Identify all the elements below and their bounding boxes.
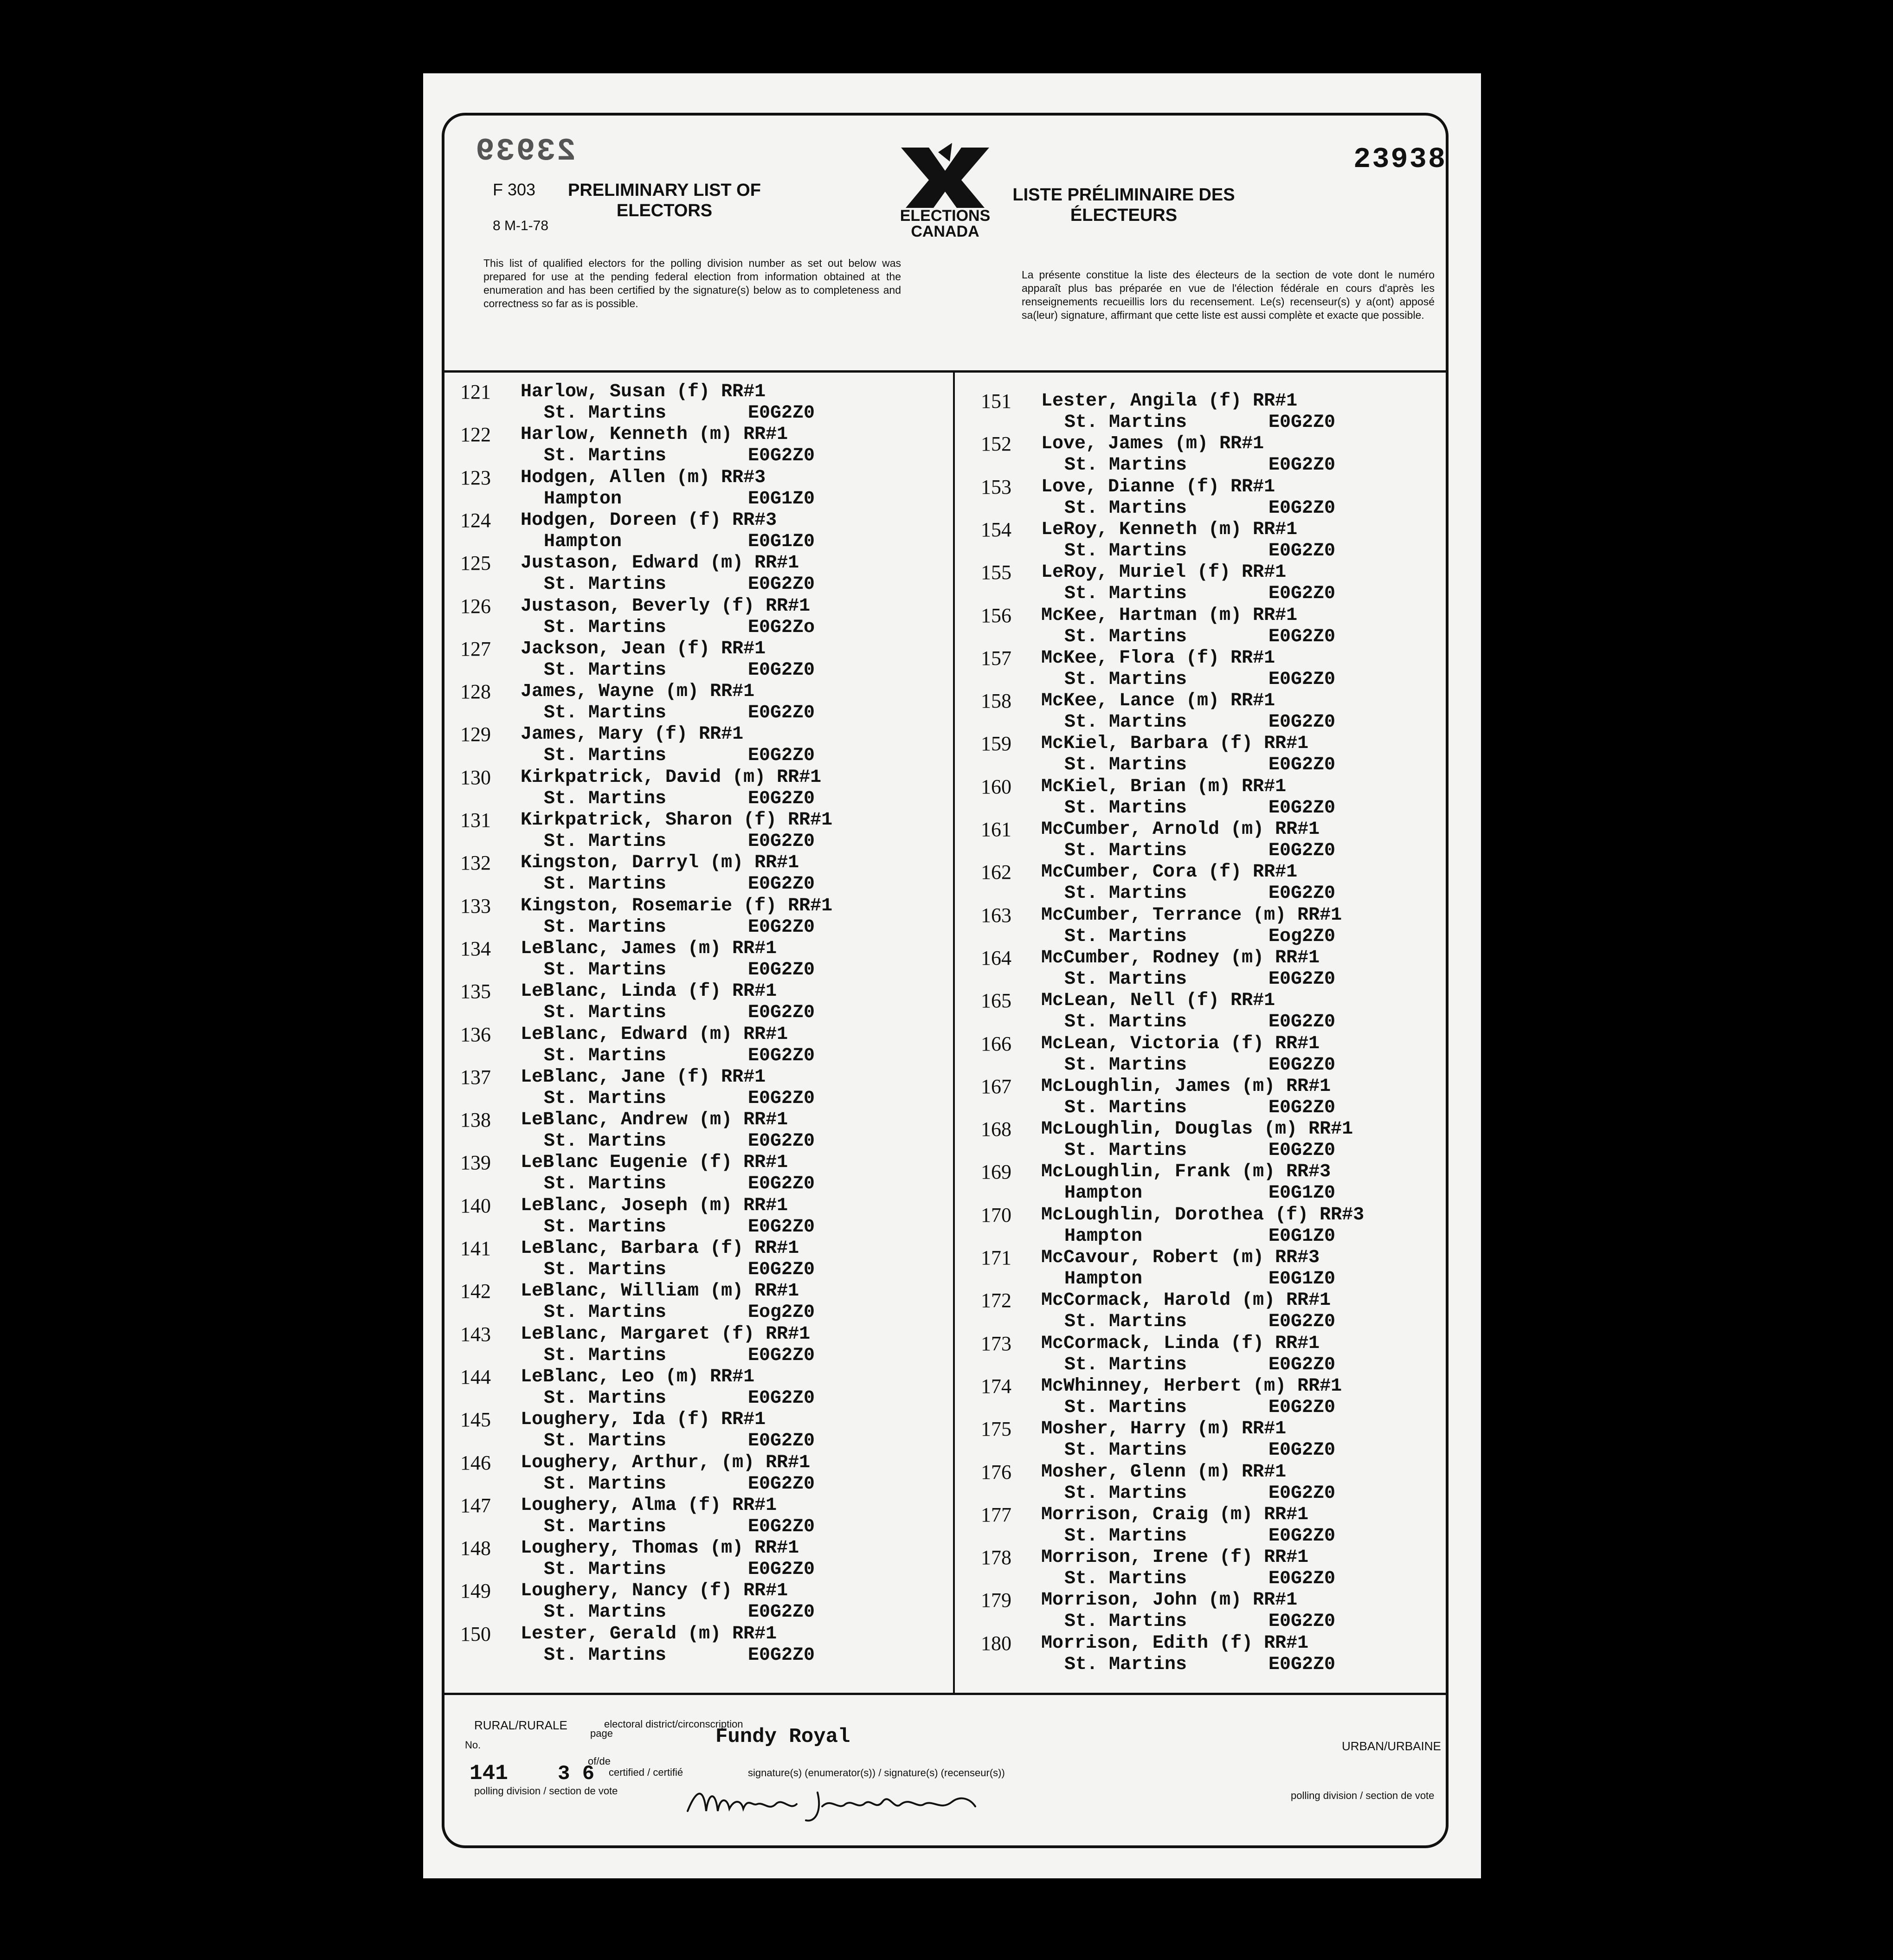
elector-number: 123 — [460, 466, 491, 489]
elector-locality: St. Martins — [544, 745, 667, 767]
elector-number: 134 — [460, 937, 491, 960]
elector-postal-code: E0G2Z0 — [1268, 412, 1336, 433]
elector-number: 153 — [981, 475, 1011, 498]
elector-number: 154 — [981, 518, 1011, 541]
elector-postal-code: E0G2Z0 — [1268, 1654, 1336, 1675]
elector-postal-code: E0G2Z0 — [748, 1259, 815, 1280]
elector-number: 173 — [981, 1332, 1011, 1355]
elector-postal-code: E0G2Z0 — [1268, 797, 1336, 819]
elector-postal-code: E0G2Z0 — [1268, 968, 1336, 990]
elector-name: LeBlanc, Barbara (f) RR#1 — [521, 1238, 799, 1259]
elector-postal-code: E0G2Zo — [748, 617, 815, 638]
elector-name: LeBlanc, James (m) RR#1 — [521, 938, 777, 959]
elector-locality: St. Martins — [544, 1387, 667, 1409]
elector-locality: St. Martins — [1064, 797, 1187, 819]
elector-name: Morrison, Craig (m) RR#1 — [1041, 1504, 1309, 1525]
elector-number: 170 — [981, 1203, 1011, 1226]
elector-locality: St. Martins — [1064, 626, 1187, 647]
elector-locality: St. Martins — [1064, 1354, 1187, 1375]
elector-number: 138 — [460, 1109, 491, 1132]
elector-locality: St. Martins — [544, 617, 667, 638]
elector-name: Loughery, Thomas (m) RR#1 — [521, 1538, 799, 1559]
elector-name: Love, James (m) RR#1 — [1041, 433, 1264, 455]
elector-postal-code: E0G2Z0 — [748, 874, 815, 895]
elector-name: McCumber, Cora (f) RR#1 — [1041, 862, 1298, 883]
elector-name: Justason, Edward (m) RR#1 — [521, 553, 799, 574]
elector-name: LeRoy, Muriel (f) RR#1 — [1041, 562, 1287, 583]
elector-postal-code: E0G2Z0 — [748, 959, 815, 980]
elector-number: 143 — [460, 1322, 491, 1346]
elector-name: Kingston, Rosemarie (f) RR#1 — [521, 895, 833, 916]
footer-of-label: of/de — [588, 1755, 611, 1767]
elector-number: 161 — [981, 818, 1011, 841]
elector-name: McCumber, Terrance (m) RR#1 — [1041, 904, 1342, 926]
elector-locality: St. Martins — [1064, 754, 1187, 776]
elector-locality: St. Martins — [544, 1302, 667, 1323]
form-number: F 303 — [493, 180, 536, 199]
elector-locality: St. Martins — [1064, 540, 1187, 561]
elector-name: McLean, Nell (f) RR#1 — [1041, 990, 1275, 1012]
elector-locality: St. Martins — [544, 1088, 667, 1109]
elector-name: Loughery, Alma (f) RR#1 — [521, 1495, 777, 1516]
elector-name: LeBlanc, Jane (f) RR#1 — [521, 1066, 766, 1088]
elector-postal-code: E0G2Z0 — [1268, 626, 1336, 647]
elector-name: LeBlanc, Margaret (f) RR#1 — [521, 1323, 811, 1345]
elector-number: 179 — [981, 1589, 1011, 1612]
elector-locality: St. Martins — [544, 1644, 667, 1666]
elector-locality: St. Martins — [1064, 926, 1187, 947]
elector-locality: Hampton — [1064, 1269, 1143, 1289]
elector-postal-code: E0G2Z0 — [1268, 754, 1336, 776]
signature-label: signature(s) (enumerator(s)) / signature(s) (recenseur(s)) — [748, 1767, 1005, 1779]
elector-name: Morrison, John (m) RR#1 — [1041, 1590, 1298, 1611]
elector-number: 169 — [981, 1161, 1011, 1184]
elector-number: 142 — [460, 1280, 491, 1303]
enumerator-signature — [683, 1779, 998, 1830]
elector-name: Lester, Angila (f) RR#1 — [1041, 391, 1298, 412]
elector-locality: St. Martins — [1064, 712, 1187, 733]
elector-locality: St. Martins — [544, 574, 667, 595]
elector-name: McCavour, Robert (m) RR#3 — [1041, 1247, 1320, 1268]
elector-postal-code: E0G2Z0 — [1268, 1012, 1336, 1033]
elector-number: 150 — [460, 1622, 491, 1645]
elector-locality: St. Martins — [1064, 1140, 1187, 1161]
elector-name: McLoughlin, Douglas (m) RR#1 — [1041, 1119, 1353, 1140]
elector-name: McLoughlin, James (m) RR#1 — [1041, 1076, 1331, 1097]
elector-number: 166 — [981, 1032, 1011, 1055]
elector-locality: St. Martins — [544, 659, 667, 681]
elector-postal-code: E0G1Z0 — [1268, 1225, 1336, 1247]
elector-postal-code: E0G1Z0 — [1268, 1269, 1336, 1289]
elector-locality: St. Martins — [1064, 497, 1187, 519]
footer-page-label: page — [590, 1728, 613, 1739]
elector-postal-code: E0G2Z0 — [1268, 669, 1336, 690]
elector-postal-code: E0G2Z0 — [748, 1431, 815, 1452]
elector-postal-code: E0G1Z0 — [748, 531, 815, 552]
elector-name: Mosher, Glenn (m) RR#1 — [1041, 1461, 1287, 1483]
elector-postal-code: E0G2Z0 — [748, 445, 815, 467]
elector-locality: St. Martins — [1064, 1054, 1187, 1076]
elector-locality: St. Martins — [1064, 840, 1187, 861]
elector-postal-code: E0G2Z0 — [1268, 1397, 1336, 1418]
elector-locality: St. Martins — [544, 1173, 667, 1195]
elector-postal-code: E0G2Z0 — [1268, 1140, 1336, 1161]
elector-name: Mosher, Harry (m) RR#1 — [1041, 1418, 1287, 1440]
elector-name: McCumber, Arnold (m) RR#1 — [1041, 819, 1320, 840]
intro-text-french: La présente constitue la liste des électeurs de la section de vote dont le numéro apparaît plus bas préparée en vue de l'élection fédérale en cours d'après les renseignements recueillis lors du recensement. Le(s) recenseur(s) y a(ont) apposé sa(leur) signature, affirmant que cette liste est aussi complète et exacte que possible. — [1022, 269, 1435, 321]
elector-locality: Hampton — [1064, 1225, 1143, 1247]
elector-locality: St. Martins — [1064, 1525, 1187, 1547]
bleed-through-serial: 23939 — [474, 134, 576, 169]
elector-number: 129 — [460, 723, 491, 746]
elector-locality: Hampton — [1064, 1183, 1143, 1204]
elector-postal-code: E0G2Z0 — [748, 659, 815, 681]
document-page — [423, 73, 1481, 1878]
elector-name: McKee, Flora (f) RR#1 — [1041, 647, 1275, 669]
elector-locality: St. Martins — [544, 1559, 667, 1580]
elector-locality: St. Martins — [1064, 883, 1187, 904]
elector-number: 165 — [981, 989, 1011, 1012]
elector-postal-code: E0G2Z0 — [1268, 1483, 1336, 1504]
elector-postal-code: E0G2Z0 — [1268, 1311, 1336, 1333]
elector-number: 149 — [460, 1580, 491, 1603]
electoral-district: Fundy Royal — [715, 1725, 850, 1748]
elector-postal-code: E0G2Z0 — [748, 831, 815, 852]
elector-postal-code: E0G2Z0 — [748, 703, 815, 724]
elector-locality: St. Martins — [544, 403, 667, 424]
elector-name: Harlow, Susan (f) RR#1 — [521, 381, 766, 402]
elector-locality: St. Martins — [544, 916, 667, 938]
elector-name: Lester, Gerald (m) RR#1 — [521, 1623, 777, 1644]
elector-number: 122 — [460, 423, 491, 446]
elector-number: 127 — [460, 637, 491, 660]
elector-locality: St. Martins — [1064, 1012, 1187, 1033]
elector-locality: St. Martins — [1064, 968, 1187, 990]
elector-name: McCumber, Rodney (m) RR#1 — [1041, 947, 1320, 968]
elector-name: Hodgen, Allen (m) RR#3 — [521, 467, 766, 488]
footer-district-label: electoral district/circonscription — [604, 1718, 743, 1730]
intro-text-english: This list of qualified electors for the polling division number as set out below was prepared for use at the pending federal election from information obtained at the enumeration and has been certified by the signature(s) below as to completeness and correctness so far as is possible. — [483, 257, 901, 309]
elector-number: 156 — [981, 604, 1011, 627]
elector-postal-code: E0G2Z0 — [1268, 1440, 1336, 1461]
elector-locality: St. Martins — [544, 1131, 667, 1152]
elector-name: James, Mary (f) RR#1 — [521, 724, 744, 745]
elector-name: Morrison, Irene (f) RR#1 — [1041, 1547, 1309, 1568]
elector-name: LeBlanc, Andrew (m) RR#1 — [521, 1109, 788, 1131]
elector-locality: St. Martins — [1064, 1097, 1187, 1118]
elector-locality: St. Martins — [1064, 1483, 1187, 1504]
page-number: 3 6 — [558, 1762, 595, 1786]
certified-label: certified / certifié — [609, 1767, 683, 1778]
elector-name: Harlow, Kenneth (m) RR#1 — [521, 424, 788, 445]
footer-no-label: No. — [465, 1739, 481, 1751]
elector-name: McLoughlin, Frank (m) RR#3 — [1041, 1161, 1331, 1183]
elector-name: LeBlanc Eugenie (f) RR#1 — [521, 1152, 788, 1173]
elector-postal-code: E0G2Z0 — [748, 1173, 815, 1195]
elector-name: Justason, Beverly (f) RR#1 — [521, 595, 811, 617]
elector-number: 157 — [981, 646, 1011, 670]
elector-postal-code: E0G2Z0 — [748, 1088, 815, 1109]
form-serial-number: 23938 — [1353, 143, 1447, 176]
elector-number: 133 — [460, 894, 491, 917]
elector-locality: St. Martins — [544, 445, 667, 467]
elector-postal-code: E0G2Z0 — [748, 1216, 815, 1238]
elector-number: 128 — [460, 680, 491, 703]
column-divider — [953, 370, 955, 1693]
elector-locality: St. Martins — [1064, 669, 1187, 690]
elector-locality: St. Martins — [1064, 1311, 1187, 1333]
elector-postal-code: E0G2Z0 — [748, 1345, 815, 1366]
elector-postal-code: E0G2Z0 — [1268, 455, 1336, 476]
elector-locality: St. Martins — [1064, 455, 1187, 476]
elector-number: 167 — [981, 1075, 1011, 1098]
elector-postal-code: E0G2Z0 — [748, 745, 815, 767]
elector-postal-code: E0G2Z0 — [748, 574, 815, 595]
elector-number: 151 — [981, 390, 1011, 413]
elector-name: LeBlanc, Edward (m) RR#1 — [521, 1024, 788, 1045]
elector-name: McKiel, Barbara (f) RR#1 — [1041, 733, 1309, 754]
elector-locality: St. Martins — [544, 874, 667, 895]
elector-postal-code: E0G2Z0 — [748, 1516, 815, 1537]
footer-divider — [442, 1693, 1449, 1695]
elector-number: 145 — [460, 1408, 491, 1431]
elector-number: 135 — [460, 980, 491, 1003]
elector-number: 146 — [460, 1451, 491, 1474]
elector-postal-code: E0G2Z0 — [748, 1602, 815, 1623]
elector-postal-code: E0G2Z0 — [748, 403, 815, 424]
elector-name: Loughery, Nancy (f) RR#1 — [521, 1580, 788, 1602]
elector-postal-code: E0G2Z0 — [1268, 1054, 1336, 1076]
elector-postal-code: E0G2Z0 — [748, 1473, 815, 1495]
elector-name: McCormack, Linda (f) RR#1 — [1041, 1333, 1320, 1354]
elector-postal-code: Eog2Z0 — [1268, 926, 1336, 947]
elector-name: Loughery, Ida (f) RR#1 — [521, 1409, 766, 1431]
elector-number: 125 — [460, 552, 491, 575]
elector-name: LeRoy, Kenneth (m) RR#1 — [1041, 519, 1298, 540]
elector-postal-code: E0G2Z0 — [748, 1644, 815, 1666]
elector-name: LeBlanc, Linda (f) RR#1 — [521, 981, 777, 1002]
elector-number: 175 — [981, 1418, 1011, 1441]
elector-locality: St. Martins — [1064, 1611, 1187, 1632]
elector-number: 180 — [981, 1631, 1011, 1655]
polling-division-label-right: polling division / section de vote — [1291, 1790, 1435, 1801]
elector-locality: St. Martins — [544, 703, 667, 724]
elector-name: McKiel, Brian (m) RR#1 — [1041, 776, 1287, 797]
elector-postal-code: E0G2Z0 — [748, 788, 815, 809]
elector-locality: St. Martins — [1064, 583, 1187, 605]
elector-number: 162 — [981, 861, 1011, 884]
elector-postal-code: E0G2Z0 — [1268, 497, 1336, 519]
elector-locality: Hampton — [544, 531, 622, 552]
title-english: PRELIMINARY LIST OF ELECTORS — [568, 181, 761, 220]
elector-name: Hodgen, Doreen (f) RR#3 — [521, 509, 777, 531]
elector-name: LeBlanc, Joseph (m) RR#1 — [521, 1195, 788, 1216]
title-french: LISTE PRÉLIMINAIRE DES ÉLECTEURS — [1012, 185, 1235, 225]
elector-name: Love, Dianne (f) RR#1 — [1041, 476, 1275, 497]
elector-number: 141 — [460, 1237, 491, 1260]
elector-number: 126 — [460, 594, 491, 618]
elector-postal-code: E0G2Z0 — [1268, 1611, 1336, 1632]
elector-number: 168 — [981, 1118, 1011, 1141]
elector-number: 176 — [981, 1460, 1011, 1483]
elector-locality: St. Martins — [1064, 412, 1187, 433]
logo-wordmark: ELECTIONS CANADA — [900, 207, 991, 240]
elector-postal-code: E0G2Z0 — [1268, 583, 1336, 605]
footer-rural-label: RURAL/RURALE — [474, 1718, 567, 1732]
elector-locality: St. Martins — [1064, 1397, 1187, 1418]
elector-name: Jackson, Jean (f) RR#1 — [521, 638, 766, 659]
elector-name: McLoughlin, Dorothea (f) RR#3 — [1041, 1204, 1365, 1225]
elector-postal-code: E0G1Z0 — [1268, 1183, 1336, 1204]
elector-number: 164 — [981, 946, 1011, 969]
elector-name: Kirkpatrick, David (m) RR#1 — [521, 767, 822, 788]
elector-name: McWhinney, Herbert (m) RR#1 — [1041, 1375, 1342, 1397]
elector-locality: St. Martins — [544, 1002, 667, 1024]
elector-postal-code: E0G2Z0 — [1268, 712, 1336, 733]
elector-locality: St. Martins — [544, 959, 667, 980]
elector-locality: St. Martins — [544, 1216, 667, 1238]
polling-division-number: 141 — [470, 1761, 508, 1786]
elector-postal-code: E0G2Z0 — [1268, 1568, 1336, 1590]
elector-number: 139 — [460, 1151, 491, 1174]
elector-name: McCormack, Harold (m) RR#1 — [1041, 1290, 1331, 1311]
elector-postal-code: E0G2Z0 — [748, 916, 815, 938]
elector-number: 130 — [460, 766, 491, 789]
elector-name: McKee, Hartman (m) RR#1 — [1041, 605, 1298, 626]
elector-postal-code: E0G2Z0 — [1268, 540, 1336, 561]
elector-name: Loughery, Arthur, (m) RR#1 — [521, 1452, 811, 1473]
elector-postal-code: E0G2Z0 — [748, 1559, 815, 1580]
elector-number: 132 — [460, 851, 491, 875]
elector-locality: St. Martins — [544, 831, 667, 852]
elector-locality: St. Martins — [544, 1431, 667, 1452]
elector-name: Kirkpatrick, Sharon (f) RR#1 — [521, 810, 833, 831]
elector-locality: St. Martins — [544, 1516, 667, 1537]
elector-name: Morrison, Edith (f) RR#1 — [1041, 1632, 1309, 1654]
elector-locality: St. Martins — [544, 1345, 667, 1366]
elector-locality: St. Martins — [544, 788, 667, 809]
elector-locality: Hampton — [544, 488, 622, 509]
header-divider — [442, 370, 1449, 373]
elector-name: Kingston, Darryl (m) RR#1 — [521, 852, 799, 874]
elector-locality: St. Martins — [544, 1259, 667, 1280]
elector-postal-code: E0G2Z0 — [1268, 1525, 1336, 1547]
elector-number: 121 — [460, 380, 491, 403]
elector-name: LeBlanc, William (m) RR#1 — [521, 1281, 799, 1302]
elector-number: 160 — [981, 775, 1011, 798]
elector-locality: St. Martins — [544, 1045, 667, 1066]
elector-number: 144 — [460, 1365, 491, 1388]
elector-number: 131 — [460, 809, 491, 832]
elector-locality: St. Martins — [1064, 1440, 1187, 1461]
elector-number: 172 — [981, 1289, 1011, 1312]
elector-number: 136 — [460, 1023, 491, 1046]
elector-number: 155 — [981, 561, 1011, 584]
elector-postal-code: E0G2Z0 — [1268, 883, 1336, 904]
elector-number: 152 — [981, 432, 1011, 456]
elector-name: James, Wayne (m) RR#1 — [521, 681, 755, 703]
elector-locality: St. Martins — [1064, 1654, 1187, 1675]
elector-number: 171 — [981, 1246, 1011, 1269]
elector-number: 174 — [981, 1374, 1011, 1398]
elector-postal-code: E0G2Z0 — [748, 1131, 815, 1152]
polling-division-label-left: polling division / section de vote — [474, 1785, 618, 1797]
elector-number: 177 — [981, 1503, 1011, 1526]
elector-postal-code: E0G2Z0 — [1268, 1354, 1336, 1375]
elector-locality: St. Martins — [544, 1602, 667, 1623]
elector-number: 137 — [460, 1065, 491, 1089]
elector-number: 147 — [460, 1494, 491, 1517]
elector-number: 124 — [460, 509, 491, 532]
elector-postal-code: E0G2Z0 — [1268, 840, 1336, 861]
elector-locality: St. Martins — [544, 1473, 667, 1495]
elector-number: 148 — [460, 1537, 491, 1560]
elector-locality: St. Martins — [1064, 1568, 1187, 1590]
elector-postal-code: E0G1Z0 — [748, 488, 815, 509]
elector-name: McKee, Lance (m) RR#1 — [1041, 690, 1275, 712]
elector-name: LeBlanc, Leo (m) RR#1 — [521, 1366, 755, 1387]
elector-name: McLean, Victoria (f) RR#1 — [1041, 1033, 1320, 1054]
elector-number: 158 — [981, 690, 1011, 713]
elector-number: 140 — [460, 1194, 491, 1217]
elector-number: 163 — [981, 903, 1011, 927]
elector-number: 178 — [981, 1546, 1011, 1569]
elector-postal-code: Eog2Z0 — [748, 1302, 815, 1323]
elector-postal-code: E0G2Z0 — [748, 1002, 815, 1024]
footer-urban-label: URBAN/URBAINE — [1342, 1739, 1441, 1753]
elector-number: 159 — [981, 732, 1011, 755]
elector-postal-code: E0G2Z0 — [748, 1387, 815, 1409]
elector-postal-code: E0G2Z0 — [1268, 1097, 1336, 1118]
elector-postal-code: E0G2Z0 — [748, 1045, 815, 1066]
form-date: 8 M-1-78 — [493, 218, 549, 233]
